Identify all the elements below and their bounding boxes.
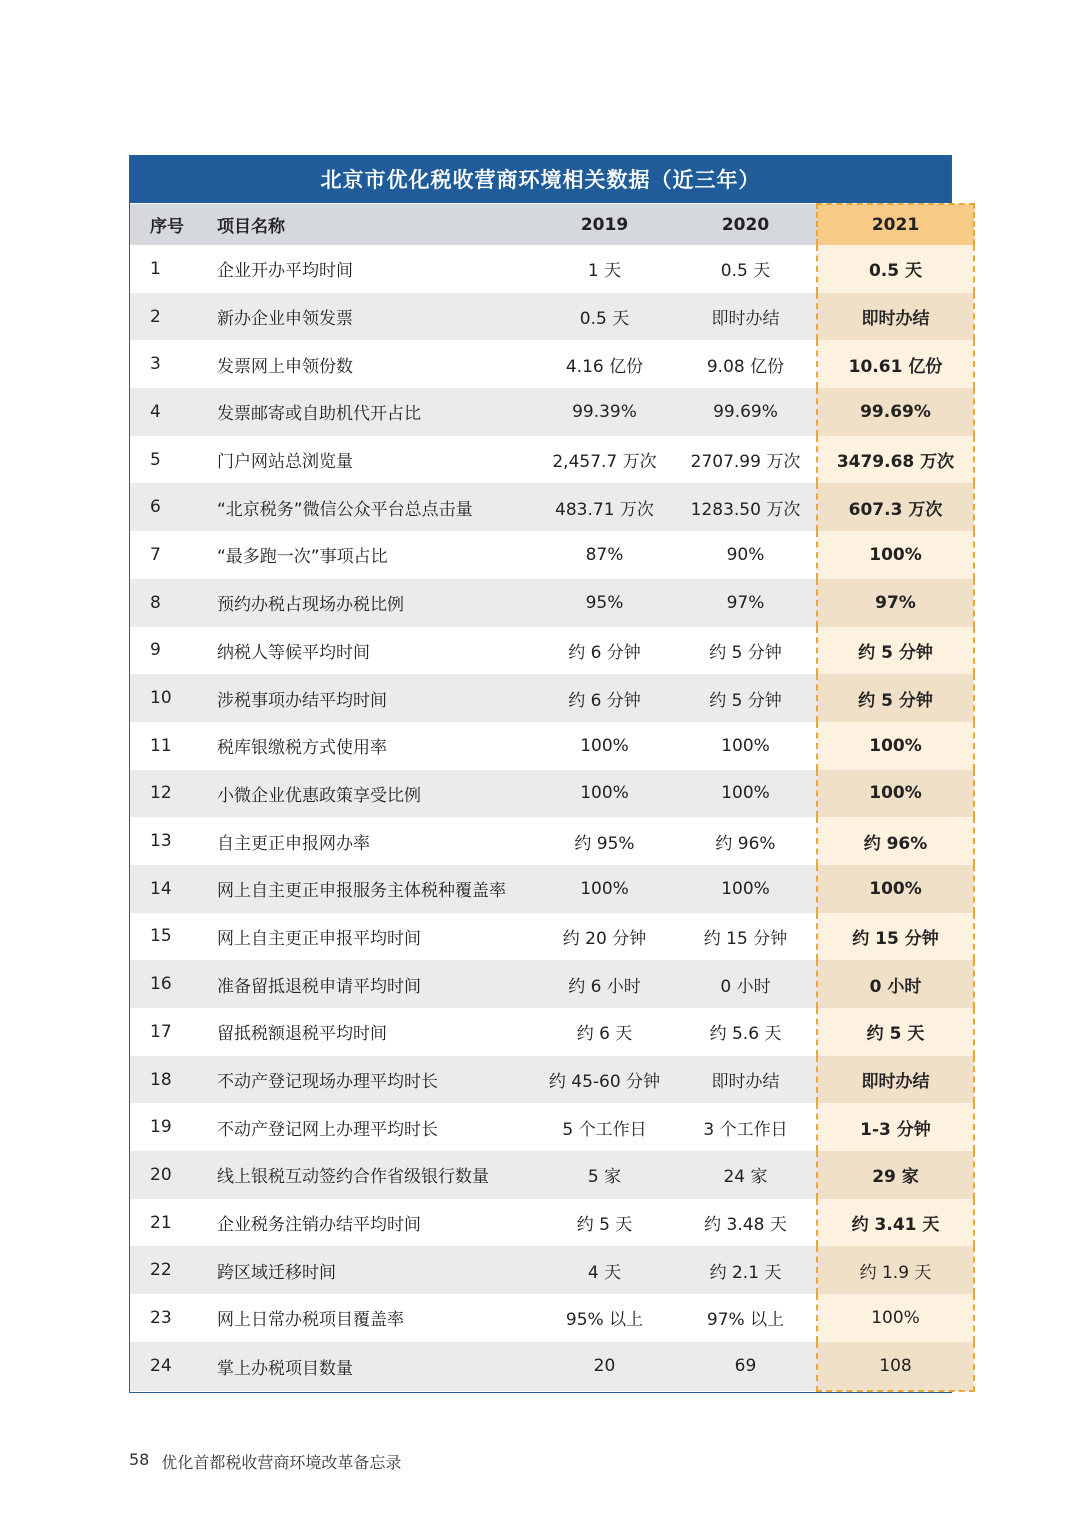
table-row — [130, 865, 974, 913]
cell-2021: 1-3 分钟 — [817, 1103, 974, 1151]
cell-2019: 4.16 亿份 — [534, 340, 675, 388]
cell-2019: 4 天 — [534, 1246, 675, 1294]
cell-no: 7 — [130, 531, 217, 579]
cell-name: 线上银税互动签约合作省级银行数量 — [217, 1151, 534, 1199]
cell-2020: 即时办结 — [675, 293, 817, 341]
cell-name: 准备留抵退税申请平均时间 — [217, 960, 534, 1008]
table-row — [130, 293, 974, 341]
cell-2021: 100% — [817, 865, 974, 913]
cell-2020: 100% — [675, 722, 817, 770]
cell-2020: 约 2.1 天 — [675, 1246, 817, 1294]
cell-2021: 约 15 分钟 — [817, 913, 974, 961]
cell-no: 22 — [130, 1246, 217, 1294]
cell-name: 网上自主更正申报平均时间 — [217, 913, 534, 961]
cell-2019: 5 家 — [534, 1151, 675, 1199]
cell-no: 24 — [130, 1342, 217, 1391]
cell-2020: 97% — [675, 579, 817, 627]
cell-2021: 即时办结 — [817, 293, 974, 341]
cell-no: 20 — [130, 1151, 217, 1199]
header-2020: 2020 — [675, 204, 817, 245]
table-row — [130, 770, 974, 818]
cell-2020: 0 小时 — [675, 960, 817, 1008]
cell-2020: 约 15 分钟 — [675, 913, 817, 961]
table-body — [130, 245, 974, 1391]
cell-2020: 约 3.48 天 — [675, 1199, 817, 1247]
cell-name: 企业税务注销办结平均时间 — [217, 1199, 534, 1247]
data-table — [130, 203, 975, 1392]
table-row — [130, 436, 974, 484]
table-row — [130, 245, 974, 293]
cell-2021: 约 3.41 天 — [817, 1199, 974, 1247]
cell-2019: 95% — [534, 579, 675, 627]
cell-2021: 约 96% — [817, 817, 974, 865]
cell-name: 留抵税额退税平均时间 — [217, 1008, 534, 1056]
cell-no: 10 — [130, 674, 217, 722]
cell-2020: 97% 以上 — [675, 1294, 817, 1342]
cell-2019: 95% 以上 — [534, 1294, 675, 1342]
table-row — [130, 722, 974, 770]
cell-2020: 100% — [675, 865, 817, 913]
cell-2020: 约 5.6 天 — [675, 1008, 817, 1056]
cell-name: 涉税事项办结平均时间 — [217, 674, 534, 722]
cell-2019: 约 6 天 — [534, 1008, 675, 1056]
table-row — [130, 960, 974, 1008]
cell-no: 12 — [130, 770, 217, 818]
table-row — [130, 579, 974, 627]
cell-no: 2 — [130, 293, 217, 341]
cell-2020: 1283.50 万次 — [675, 483, 817, 531]
table-row — [130, 1103, 974, 1151]
cell-2020: 0.5 天 — [675, 245, 817, 293]
table-row — [130, 1008, 974, 1056]
cell-no: 23 — [130, 1294, 217, 1342]
cell-name: 跨区域迁移时间 — [217, 1246, 534, 1294]
header-name: 项目名称 — [217, 204, 534, 245]
cell-2021: 607.3 万次 — [817, 483, 974, 531]
cell-no: 18 — [130, 1056, 217, 1104]
cell-2019: 5 个工作日 — [534, 1103, 675, 1151]
cell-2019: 100% — [534, 770, 675, 818]
cell-2021: 10.61 亿份 — [817, 340, 974, 388]
cell-2019: 2,457.7 万次 — [534, 436, 675, 484]
table-title: 北京市优化税收营商环境相关数据（近三年） — [130, 155, 951, 203]
cell-no: 6 — [130, 483, 217, 531]
page-number: 58 — [129, 1450, 150, 1469]
table-row — [130, 627, 974, 675]
cell-2019: 约 95% — [534, 817, 675, 865]
cell-2021: 约 5 天 — [817, 1008, 974, 1056]
table-header-row — [130, 204, 974, 245]
cell-name: 发票邮寄或自助机代开占比 — [217, 388, 534, 436]
cell-2021: 约 5 分钟 — [817, 674, 974, 722]
table-row — [130, 1294, 974, 1342]
cell-2020: 3 个工作日 — [675, 1103, 817, 1151]
cell-2019: 约 20 分钟 — [534, 913, 675, 961]
cell-no: 9 — [130, 627, 217, 675]
cell-name: 网上日常办税项目覆盖率 — [217, 1294, 534, 1342]
cell-no: 8 — [130, 579, 217, 627]
cell-name: 自主更正申报网办率 — [217, 817, 534, 865]
cell-2019: 100% — [534, 722, 675, 770]
cell-2021: 约 1.9 天 — [817, 1246, 974, 1294]
cell-2020: 约 5 分钟 — [675, 627, 817, 675]
table-row — [130, 483, 974, 531]
cell-name: 企业开办平均时间 — [217, 245, 534, 293]
cell-no: 11 — [130, 722, 217, 770]
table-row — [130, 913, 974, 961]
cell-no: 3 — [130, 340, 217, 388]
cell-2019: 约 45-60 分钟 — [534, 1056, 675, 1104]
cell-2019: 1 天 — [534, 245, 675, 293]
table-row — [130, 1151, 974, 1199]
table-row — [130, 340, 974, 388]
cell-no: 1 — [130, 245, 217, 293]
table-row — [130, 1246, 974, 1294]
cell-2019: 20 — [534, 1342, 675, 1391]
header-no: 序号 — [130, 204, 217, 245]
cell-name: 税库银缴税方式使用率 — [217, 722, 534, 770]
cell-2021: 3479.68 万次 — [817, 436, 974, 484]
cell-2020: 即时办结 — [675, 1056, 817, 1104]
cell-2019: 483.71 万次 — [534, 483, 675, 531]
cell-2021: 97% — [817, 579, 974, 627]
header-2019: 2019 — [534, 204, 675, 245]
data-table-container — [129, 155, 955, 1393]
cell-name: 掌上办税项目数量 — [217, 1342, 534, 1391]
cell-no: 21 — [130, 1199, 217, 1247]
header-2021: 2021 — [817, 204, 974, 245]
table-row — [130, 531, 974, 579]
cell-2021: 100% — [817, 722, 974, 770]
cell-2020: 24 家 — [675, 1151, 817, 1199]
cell-2020: 约 5 分钟 — [675, 674, 817, 722]
cell-2021: 0.5 天 — [817, 245, 974, 293]
cell-2021: 100% — [817, 770, 974, 818]
cell-2019: 约 6 分钟 — [534, 674, 675, 722]
cell-no: 17 — [130, 1008, 217, 1056]
page-footer — [129, 1450, 401, 1473]
table-row — [130, 1199, 974, 1247]
cell-2020: 100% — [675, 770, 817, 818]
table-row — [130, 817, 974, 865]
cell-name: “最多跑一次”事项占比 — [217, 531, 534, 579]
table-row — [130, 1056, 974, 1104]
cell-no: 14 — [130, 865, 217, 913]
cell-name: 预约办税占现场办税比例 — [217, 579, 534, 627]
cell-name: 纳税人等候平均时间 — [217, 627, 534, 675]
book-title: 优化首都税收营商环境改革备忘录 — [161, 1453, 402, 1472]
cell-2021: 100% — [817, 531, 974, 579]
cell-no: 13 — [130, 817, 217, 865]
cell-no: 19 — [130, 1103, 217, 1151]
cell-no: 5 — [130, 436, 217, 484]
cell-2020: 69 — [675, 1342, 817, 1391]
cell-2021: 约 5 分钟 — [817, 627, 974, 675]
cell-2021: 100% — [817, 1294, 974, 1342]
cell-2021: 0 小时 — [817, 960, 974, 1008]
cell-name: 不动产登记网上办理平均时长 — [217, 1103, 534, 1151]
cell-2021: 29 家 — [817, 1151, 974, 1199]
cell-name: 门户网站总浏览量 — [217, 436, 534, 484]
cell-name: 新办企业申领发票 — [217, 293, 534, 341]
cell-2019: 87% — [534, 531, 675, 579]
cell-2019: 约 5 天 — [534, 1199, 675, 1247]
cell-name: 小微企业优惠政策享受比例 — [217, 770, 534, 818]
cell-name: 不动产登记现场办理平均时长 — [217, 1056, 534, 1104]
cell-name: 发票网上申领份数 — [217, 340, 534, 388]
cell-2021: 即时办结 — [817, 1056, 974, 1104]
cell-2021: 108 — [817, 1342, 974, 1391]
cell-2020: 约 96% — [675, 817, 817, 865]
cell-2020: 9.08 亿份 — [675, 340, 817, 388]
cell-2019: 100% — [534, 865, 675, 913]
cell-2019: 99.39% — [534, 388, 675, 436]
cell-no: 4 — [130, 388, 217, 436]
table-row — [130, 388, 974, 436]
cell-2019: 约 6 分钟 — [534, 627, 675, 675]
cell-2019: 0.5 天 — [534, 293, 675, 341]
cell-2020: 90% — [675, 531, 817, 579]
cell-2020: 99.69% — [675, 388, 817, 436]
table-row — [130, 674, 974, 722]
cell-2019: 约 6 小时 — [534, 960, 675, 1008]
cell-2020: 2707.99 万次 — [675, 436, 817, 484]
table-row — [130, 1342, 974, 1391]
cell-no: 16 — [130, 960, 217, 1008]
cell-name: 网上自主更正申报服务主体税种覆盖率 — [217, 865, 534, 913]
cell-2021: 99.69% — [817, 388, 974, 436]
cell-no: 15 — [130, 913, 217, 961]
cell-name: “北京税务”微信公众平台总点击量 — [217, 483, 534, 531]
